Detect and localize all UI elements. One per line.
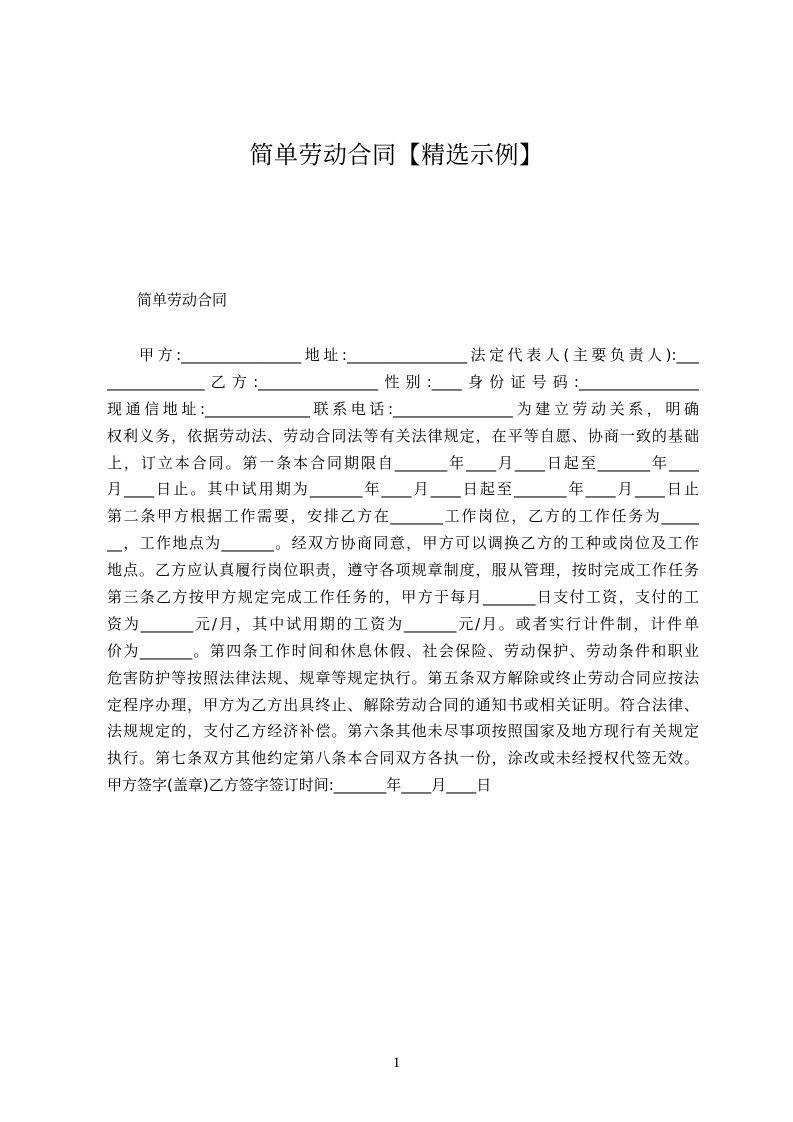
paragraph-line: _____________乙方:________________性别:____身份证号码:________________ xyxy=(107,372,699,391)
paragraph-line: 第三条乙方按甲方规定完成工作任务的，甲方于每月_______日支付工资，支付的工 xyxy=(107,588,699,607)
paragraph-line: 月____日止。其中试用期为_______年____月____日起至_______年____月____日止 xyxy=(107,480,699,499)
paragraph-line: 危害防护等按照法律法规、规章等规定执行。第五条双方解除或终止劳动合同应按法 xyxy=(107,668,699,687)
paragraph-line: 甲方:________________地址:________________法定代表人(主要负责人):___ xyxy=(139,346,699,364)
signature-line: 甲方签字(盖章)乙方签字签订时间:_______年____月____日 xyxy=(107,776,492,795)
paragraph-line: 法规规定的，支付乙方经济补偿。第六条其他未尽事项按照国家及地方现行有关规定 xyxy=(107,722,699,741)
paragraph-line: 第二条甲方根据工作需要，安排乙方在_______工作岗位，乙方的工作任务为_____ xyxy=(107,507,699,526)
document-title: 简单劳动合同【精选示例】 xyxy=(249,141,544,169)
paragraph-line: 上，订立本合同。第一条本合同期限自_______年____月____日起至_______年____ xyxy=(107,453,699,472)
paragraph-line: 价为_______。第四条工作时间和休息休假、社会保险、劳动保护、劳动条件和职业 xyxy=(107,641,699,660)
paragraph-line: 执行。第七条双方其他约定第八条本合同双方各执一份，涂改或未经授权代签无效。 xyxy=(107,749,699,768)
paragraph-line: 资为_______元/月，其中试用期的工资为_______元/月。或者实行计件制，计件单 xyxy=(107,614,699,633)
contract-body xyxy=(107,342,699,799)
paragraph-line: 权利义务，依据劳动法、劳动合同法等有关法律规定，在平等自愿、协商一致的基础 xyxy=(107,426,699,445)
paragraph-line: __，工作地点为_______。经双方协商同意，甲方可以调换乙方的工种或岗位及工作 xyxy=(107,534,699,553)
page-number: 1 xyxy=(392,1055,401,1071)
paragraph-line: 地点。乙方应认真履行岗位职责，遵守各项规章制度，服从管理，按时完成工作任务 xyxy=(107,561,699,580)
paragraph-line: 定程序办理，甲方为乙方出具终止、解除劳动合同的通知书或相关证明。符合法律、 xyxy=(107,695,699,714)
paragraph-line: 现通信地址:______________联系电话:________________为建立劳动关系，明确 xyxy=(107,399,699,418)
document-subtitle: 简单劳动合同 xyxy=(137,291,228,309)
